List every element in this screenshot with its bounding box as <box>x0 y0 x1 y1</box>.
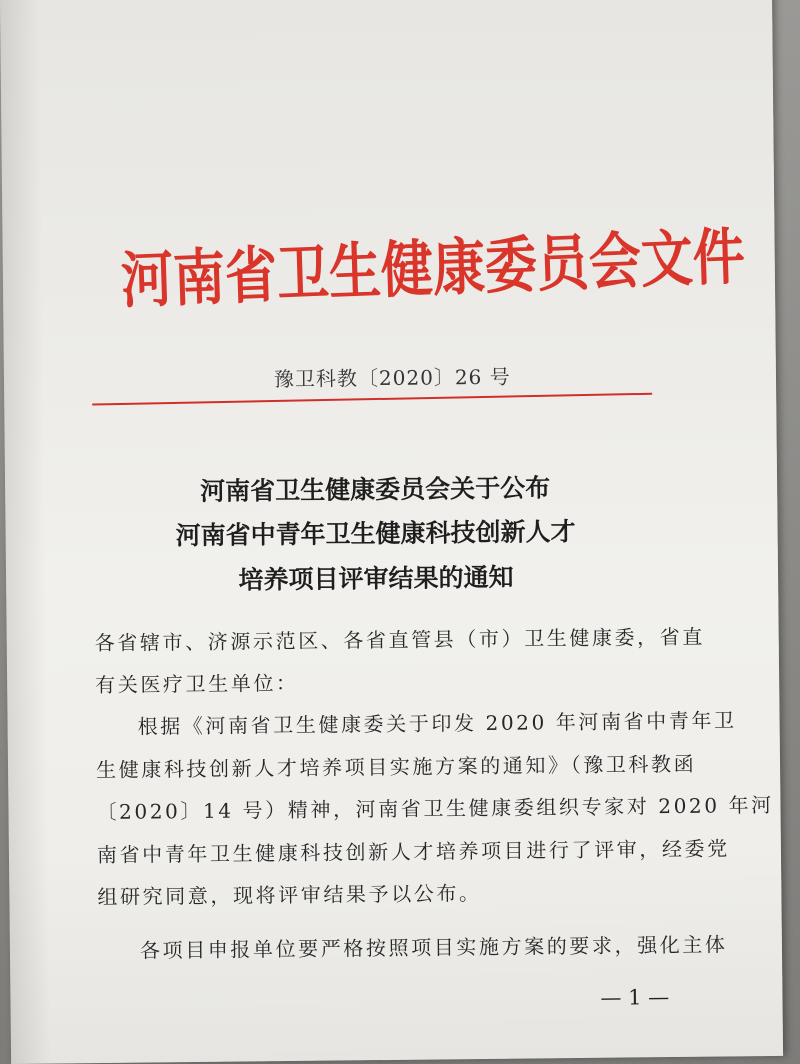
heading-line-1: 河南省卫生健康委员会关于公布 <box>199 473 551 506</box>
paragraph-1-line-1: 根据《河南省卫生健康委关于印发 2020 年河南省中青年卫 <box>137 708 737 739</box>
agency-header-title: 河南省卫生健康委员会文件 <box>120 220 746 318</box>
heading-line-3: 培养项目评审结果的通知 <box>238 562 514 595</box>
page-number: — 1 — <box>600 985 670 1010</box>
red-divider-line <box>92 393 652 406</box>
paragraph-1-line-5: 组研究同意，现将评审结果予以公布。 <box>97 881 482 910</box>
addressee-line-2: 有关医疗卫生单位： <box>95 670 299 698</box>
paragraph-1-line-4: 南省中青年卫生健康科技创新人才培养项目进行了评审，经委党 <box>96 836 730 868</box>
paragraph-1-line-2: 生健康科技创新人才培养项目实施方案的通知》（豫卫科教函 <box>95 751 697 783</box>
paragraph-1-line-3: 〔2020〕14 号）精神，河南省卫生健康委组织专家对 2020 年河 <box>96 792 774 825</box>
document-number: 豫卫科教〔2020〕26 号 <box>273 364 511 392</box>
paragraph-2-line-1: 各项目申报单位要严格按照项目实施方案的要求，强化主体 <box>139 932 728 963</box>
heading-line-2: 河南省中青年卫生健康科技创新人才 <box>175 517 576 551</box>
addressee-line-1: 各省辖市、济源示范区、各省直管县（市）卫生健康委，省直 <box>94 624 706 656</box>
